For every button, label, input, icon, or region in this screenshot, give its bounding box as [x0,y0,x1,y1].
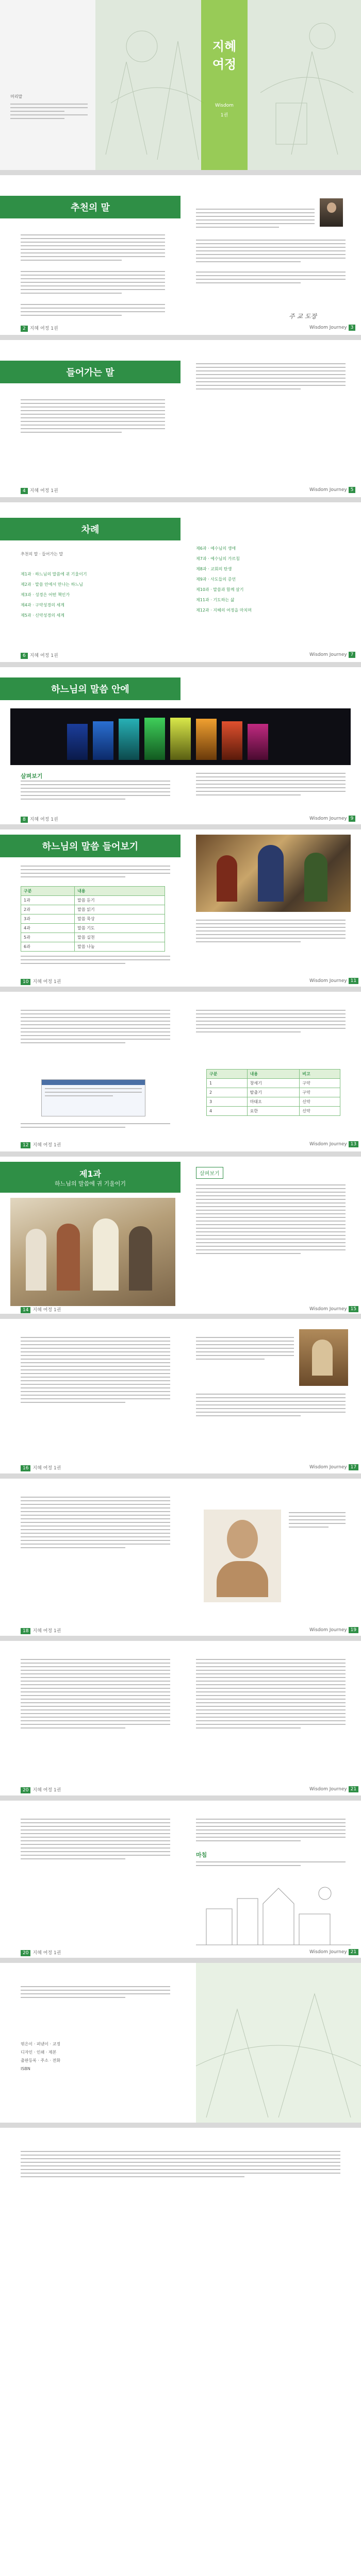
cover-title-line1: 지혜 [212,39,237,54]
text-spread-4 [0,1641,361,1795]
contents-item[interactable]: 제4과 · 구약성경의 세계 [21,603,64,607]
back-cover-green-strip [196,1963,361,2123]
back-cover-credits: 엮은이 · 펴낸이 · 교정 디자인 · 인쇄 · 제본 출판등록 · 주소 · 전화 ISBN [21,2042,61,2071]
page-number-left: 10 지혜 여정 1권 [21,978,61,985]
bust-sculpture [204,1510,281,1602]
page-number-right: Wisdom Journey 9 [309,816,357,822]
part-opener-spread [0,667,361,824]
portrait-photo [320,198,343,227]
page-number-right: Wisdom Journey 15 [309,1306,360,1312]
page-number-right: Wisdom Journey 3 [309,325,357,331]
part-title: 하느님의 말씀 안에 [0,677,180,700]
page-number-right: Wisdom Journey 5 [309,487,357,493]
cover-title-line2: 여정 [212,57,237,72]
contents-item[interactable]: 제10과 · 말씀과 함께 살기 [196,587,244,592]
page-number-right: Wisdom Journey 13 [309,1141,360,1147]
page-number-left: 8 지혜 여정 1권 [21,816,58,823]
contents-item[interactable]: 제9과 · 사도들의 증언 [196,577,236,582]
blank-page [0,2128,361,2576]
page-number-left: 14 지혜 여정 1권 [21,1306,61,1313]
page-number-right: Wisdom Journey 17 [309,1464,360,1470]
closing-spread [0,1801,361,1958]
candle-photo [10,708,351,765]
chapter1-title: 하느님의 말씀 들어보기 [0,835,180,857]
contents-item[interactable]: 제1과 · 하느님의 말씀에 귀 기울이기 [21,572,87,577]
chapter1-spread [0,829,361,987]
mosaic-image [299,1329,348,1386]
lesson-table: 구분 내용 1과 말씀 듣기 2과 말씀 읽기 3과 말씀 묵상 4과 말씀 기도 5과 말씀 실천 6과 말씀 나눔 [21,886,165,952]
contents-list-left [21,569,165,621]
text-spread-3 [0,1479,361,1636]
page-number-right: Wisdom Journey 21 [309,1786,360,1792]
chapter2-spread [0,1157,361,1314]
contents-item[interactable]: 제11과 · 기도하는 삶 [196,598,235,602]
intro-spread [0,340,361,497]
chapter2-title: 제1과 하느님의 말씀에 귀 기울이기 [0,1162,180,1193]
page-number-left: 16 지혜 여정 1권 [21,1464,61,1471]
page-number-left: 20 지혜 여정 1권 [21,1949,61,1956]
page-number-right: Wisdom Journey 21 [309,1949,360,1955]
contents-item[interactable]: 제8과 · 교회의 탄생 [196,567,232,571]
page-number-left: 2 지혜 여정 1권 [21,325,58,332]
contents-item[interactable]: 제6과 · 예수님의 생애 [196,546,236,551]
cover-volume: 1권 [220,113,228,118]
contents-item[interactable]: 제5과 · 신약성경의 세계 [21,613,64,618]
crowd-painting [10,1198,175,1306]
study-heading: 살펴보기 [21,773,43,779]
page-number-left: 6 지혜 여정 1권 [21,652,58,659]
cover-small-label: 머리말 [10,94,23,99]
software-screenshot [41,1079,145,1116]
page-number-left: 4 지혜 여정 1권 [21,487,58,494]
signature: 주 교 도장 [289,313,317,320]
page-number-left: 18 지혜 여정 1권 [21,1627,61,1634]
preface-title: 추천의 말 [0,196,180,218]
cover-page [0,0,361,170]
contents-spread [0,502,361,662]
cover-left [0,0,95,170]
page-number-right: Wisdom Journey 19 [309,1627,360,1633]
religious-painting [196,835,351,912]
page-number-left: 20 지혜 여정 1권 [21,1786,61,1793]
section-label-box: 살펴보기 [196,1167,223,1179]
text-spread-1 [0,992,361,1151]
scripture-table: 구분 내용 비고 1 창세기 구약 2 탈출기 구약 3 마태오 신약 4 요한 신약 [206,1069,340,1116]
back-cover [0,1963,361,2123]
contents-item[interactable]: 제12과 · 지혜의 여정을 마치며 [196,608,252,613]
contents-item[interactable]: 제7과 · 예수님의 가르침 [196,556,240,561]
cover-green-panel [201,0,248,170]
contents-item[interactable]: 제2과 · 말씀 안에서 만나는 하느님 [21,582,83,587]
contents-title: 차례 [0,518,180,540]
contents-list-right [196,544,346,616]
cover-subtitle: Wisdom [215,103,234,108]
page-number-left: 12 지혜 여정 1권 [21,1141,61,1148]
page-number-right: Wisdom Journey 7 [309,652,357,658]
closing-heading: 마침 [196,1852,207,1858]
preface-spread [0,175,361,335]
cover-right [95,0,361,170]
contents-item[interactable]: 제3과 · 성경은 어떤 책인가 [21,592,70,597]
text-spread-2 [0,1319,361,1473]
intro-title: 들어가는 말 [0,361,180,383]
page-number-right: Wisdom Journey 11 [309,978,360,984]
contents-intro: 추천의 말 · 들어가는 말 [21,552,63,556]
city-sketch-illustration [196,1878,351,1950]
